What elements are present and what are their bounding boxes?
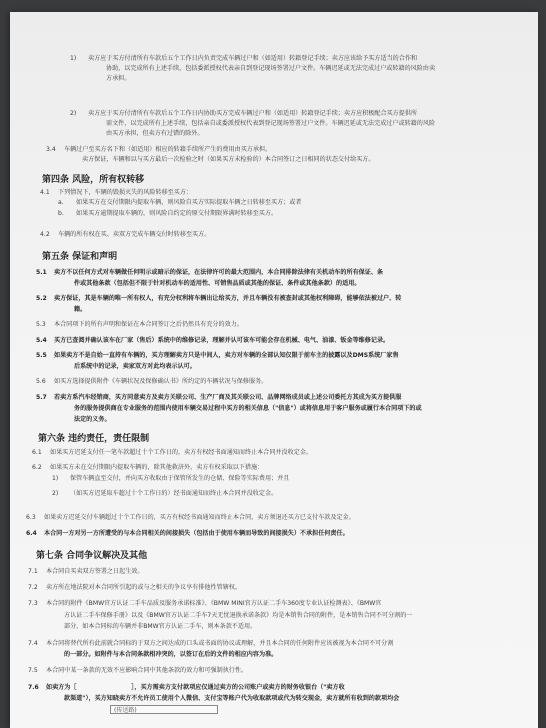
clause-number: 5.6 bbox=[36, 378, 46, 385]
clause-text: 方认证二手车保修手册》以及《BMW官方认证二手车7天无忧退换承诺条款》均是本销售合同的附件，是本销售合同不可分割的一 bbox=[64, 612, 413, 619]
clause-text: 后系统中的记录，卖家双方对此均表示认可。 bbox=[74, 363, 196, 370]
clause-text: 本合同的附件《BMW官方认证二手车品质及服务承诺标准》、《BMW MINI官方认证二手车360度专业认证检测表》、《BMW官 bbox=[46, 600, 382, 607]
clause-text: 如果买方迟延支付任一笔车款超过十个工作日的，卖方有权经书面通知而终止本合同并没收定金。 bbox=[50, 449, 313, 456]
clause-text: 需文件，以完成所有上述手续，包括亲自或委派授权代表到登记现场签署过户文件。车辆迟延或无法完成过户或转籍的风险 bbox=[106, 120, 436, 127]
clause-number: 7.3 bbox=[28, 600, 38, 607]
clause-text: 买方已查阅并确认该车在厂家（售后）系统中的维修记录，理解并认可该车可能会存在机械、电气、油漆、钣金等维修记录。 bbox=[54, 337, 390, 344]
clause-number: a. bbox=[58, 199, 64, 206]
clause-number: 5.4 bbox=[36, 337, 47, 344]
clause-number: 6.2 bbox=[32, 464, 42, 471]
clause-number: 6.3 bbox=[26, 514, 36, 521]
clause-number: 2) bbox=[70, 110, 77, 117]
clause-text: 本合同自买卖双方签署之日起生效。 bbox=[46, 568, 144, 575]
clause-text: 如果买方未在交付期限内提取车辆的，除其他救济外，卖方有权采取以下措施： bbox=[50, 464, 264, 471]
clause-text: 车辆的所有权在买、卖双方完成车辆交付时转移至买方。 bbox=[58, 231, 211, 238]
clause-text: 本合同项下的所有声明和保证在本合同签订之后仍然具有充分的效力。 bbox=[54, 321, 243, 328]
clause-text: 如买方选择提供附件《车辆状况及保修确认书》所约定的车辆状况与保修服务。 bbox=[54, 378, 268, 385]
clause-text: 卖方不以任何方式对车辆做任何明示或暗示的保证，在法律许可的最大范围内，本合同排除法律有关机动车的所有保证、条 bbox=[54, 269, 384, 276]
contract-page bbox=[10, 12, 538, 728]
clause-text: 卖方保证，其是车辆的唯一所有权人，有充分权利将车辆出让给买方，并且车辆没有被查封或其他权利障碍，能够依法被过户、转 bbox=[54, 295, 402, 302]
section-heading: 第六条 违约责任，责任限制 bbox=[38, 434, 150, 444]
clause-number: 4.1 bbox=[40, 189, 50, 196]
clause-number: 5.1 bbox=[36, 269, 47, 276]
clause-number: 7.1 bbox=[28, 568, 38, 575]
clause-number: 5.2 bbox=[36, 295, 47, 302]
clause-text: 保管车辆直至交付，并向买方收取由于保管所发生的仓储、保险等实际费用；并且 bbox=[70, 475, 290, 482]
seller-name-field: (传送路) bbox=[110, 705, 218, 714]
clause-text: 卖方应于买方付清所有车款后五个工作日内负责完成车辆过户和（如适用）转籍登记手续；卖方应该给予买方适当的合作和 bbox=[88, 55, 418, 62]
clause-number: 6.4 bbox=[26, 530, 37, 537]
clause-text: 协助，以完成所有上述手续，包括委派授权代表亲自到登记现场签署过户文件。车辆迟延或无法完成过户或转籍的风险由卖 bbox=[106, 65, 436, 72]
clause-text: （如买方迟延取车超过十个工作日的）经书面通知而终止本合同并没收定金。 bbox=[70, 490, 278, 497]
clause-number: 5.3 bbox=[36, 321, 46, 328]
clause-text: 由买方承担，但卖方有过错的除外。 bbox=[106, 130, 204, 137]
clause-number: 7.2 bbox=[28, 584, 38, 591]
clause-number: 2) bbox=[52, 490, 59, 497]
section-heading: 第七条 合同争议解决及其他 bbox=[36, 551, 148, 561]
clause-text: 籍。 bbox=[74, 306, 87, 313]
clause-number: 5.5 bbox=[36, 352, 47, 359]
clause-text: 卖方应于买方付清所有车款后五个工作日内协助买方完成车辆过户和（如适用）转籍登记手续；卖方应积极配合买方提供所 bbox=[88, 110, 418, 117]
clause-number: 1) bbox=[52, 475, 59, 482]
clause-text: 如果买方逾期提取车辆的，则风险自约定的原交付期限界满时转移至买方。 bbox=[76, 210, 278, 217]
clause-number: 7.6 bbox=[28, 684, 39, 691]
clause-number: 5.7 bbox=[36, 394, 47, 401]
clause-number: b. bbox=[58, 210, 64, 217]
clause-text: 法定的义务。 bbox=[74, 416, 111, 423]
clause-text: 卖方所在地法院对本合同所引起的或与之相关的争议享有排他性管辖权。 bbox=[46, 584, 241, 591]
clause-number: 7.5 bbox=[28, 667, 38, 674]
section-heading: 第五条 保证和声明 bbox=[42, 252, 118, 262]
clause-text: 下列情况下，车辆的毁损灭失的风险转移至买方： bbox=[58, 189, 193, 196]
clause-text: 本合同一方对另一方所遭受的与本合同相关的间接损失（包括由于使用车辆而导致的间接损失）不承担任何责任。 bbox=[44, 530, 349, 537]
clause-text: 件或其他条款（包括但不限于针对机动车的适用性、可销售品质或其他的保证、条件或其他条款）的适用。 bbox=[74, 280, 361, 287]
clause-text: 如卖方为［ ］，买方需卖方支付款项应仅通过卖方的公司账户或卖方的财务收银台（"卖方收 bbox=[46, 684, 345, 691]
clause-text: 卖方保证，车辆和以与买方最后一次检验之时（如果买方未检验的）本合同签订之日相同的状态交付给买方。 bbox=[82, 156, 375, 163]
clause-text: 如果买方在交付期限内提取车辆，则风险自买方实际提取车辆之日转移至买方；或者 bbox=[76, 199, 302, 206]
clause-text: 本合同将替代所有此前就合同标的于双方之间达成的口头或书面的协议或理解，并且本合同的任何附件应该被视为本合同不可分割 bbox=[46, 640, 394, 647]
clause-number: 7.4 bbox=[28, 640, 38, 647]
clause-number: 4.2 bbox=[40, 231, 50, 238]
clause-text: 务的服务提供商在专业服务的范围内使用车辆交易过程中买方的相关信息（"信息"）或将信息用于客户服务或履行本合同项下的或 bbox=[74, 405, 422, 412]
clause-text: 本合同中某一条款的无效不应影响合同中其他条款的效力和可强制执行性。 bbox=[46, 667, 248, 674]
clause-text: 部分，如本合同标的车辆并非BMW官方认证二手车，则本条款不适用。 bbox=[64, 623, 257, 630]
clause-text: 如果卖方迟延交付车辆超过十个工作日的，买方有权经书面通知而终止本合同，卖方须退还买方已支付车款及定金。 bbox=[44, 514, 355, 521]
clause-text: 若卖方系汽车经销商，买方同意卖方及卖方关联公司、生产厂商及其关联公司、品牌网络成员或上述公司委托方其成为买方提供服 bbox=[54, 394, 402, 401]
clause-text: 款渠道"），买方知晓卖方不允许员工使用个人微信、支付宝等账户代为收取款项或代为转交现金，卖方就所有收到的款项均会 bbox=[64, 695, 400, 702]
clause-number: 1) bbox=[70, 55, 77, 62]
clause-text: 如果卖方不是自始一直持有车辆的，买方理解卖方只是中间人，卖方对车辆的全部认知仅限于前车主的披露以及DMS系统厂家售 bbox=[54, 352, 399, 359]
clause-number: 3.4 bbox=[46, 146, 56, 153]
clause-text: 车辆过户至买方名下和（如适用）相应的转籍手续所产生的费用由买方承担。 bbox=[64, 146, 272, 153]
clause-text: 的一部分。如附件与本合同条款相冲突的，以签订在后的文件的相应内容为准。 bbox=[64, 651, 278, 658]
clause-text: 方承担。 bbox=[106, 75, 131, 82]
clause-number: 6.1 bbox=[32, 449, 42, 456]
section-heading: 第四条 风险，所有权转移 bbox=[42, 175, 145, 185]
